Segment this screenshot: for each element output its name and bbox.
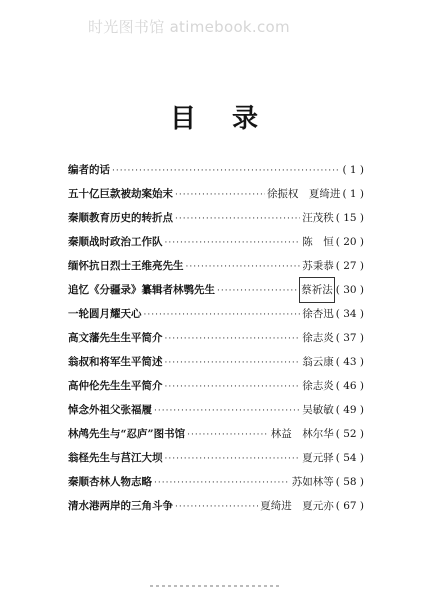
toc-entry-page: ( 43 ): [335, 356, 364, 368]
toc-entry-page: ( 20 ): [335, 236, 364, 248]
leader-dots: [175, 183, 265, 207]
toc-entry-title: 悼念外祖父张福履: [68, 404, 152, 416]
toc-entry-page: ( 49 ): [335, 404, 364, 416]
toc-entry-author: 汪茂秩: [302, 212, 334, 224]
toc-entry: [68, 350, 364, 374]
toc-entry-author: 徐志炎: [302, 332, 334, 344]
toc-entry-page: ( 27 ): [335, 260, 364, 272]
toc-entry: [68, 230, 364, 254]
toc-entry-page: ( 15 ): [335, 212, 364, 224]
leader-dots: [186, 255, 301, 279]
toc-entry-author: 苏秉恭: [302, 260, 334, 272]
leader-dots: [165, 375, 301, 399]
toc-entry-author: 林益 林尔华: [270, 428, 334, 440]
leader-dots: [165, 351, 301, 375]
toc-entry-author: 翁云康: [302, 356, 334, 368]
title-char-2: 录: [232, 104, 261, 134]
toc-entry-page: ( 37 ): [335, 332, 364, 344]
toc-entry-title: 编者的话: [68, 164, 110, 176]
toc-entry: [68, 470, 364, 494]
toc-entry-title: 林鸬先生与“忍庐”图书馆: [68, 428, 186, 440]
toc-entry-author: 徐杏迅: [302, 308, 334, 320]
toc-entry-page: ( 34 ): [335, 308, 364, 320]
leader-dots: [112, 159, 338, 183]
toc-entry-page: ( 54 ): [335, 452, 364, 464]
page-title: [0, 98, 430, 135]
toc-entry-page: ( 1 ): [342, 188, 364, 200]
toc-entry: [68, 182, 364, 206]
leader-dots: [175, 207, 300, 231]
toc-entry-page: ( 1 ): [342, 164, 364, 176]
toc-entry-title: 秦顺杏林人物志略: [68, 476, 152, 488]
leader-dots: [165, 231, 301, 255]
toc-entry-author: 苏如林等: [291, 476, 334, 488]
leader-dots: [165, 327, 301, 351]
leader-dots: [217, 279, 298, 303]
toc-entry-author: 夏绮进 夏元亦: [260, 500, 334, 512]
toc-entry-title: 翁柽先生与莒江大坝: [68, 452, 163, 464]
leader-dots: [144, 303, 301, 327]
leader-dots: [165, 447, 301, 471]
toc-entry: [68, 158, 364, 182]
toc-entry: [68, 302, 364, 326]
toc-entry-author: 徐志炎: [302, 380, 334, 392]
toc-entry-author: 陈 恒: [302, 236, 334, 248]
toc-entry-title: 五十亿巨款被劫案始末: [68, 188, 173, 200]
toc-entry-page: ( 67 ): [335, 500, 364, 512]
toc-entry-author: 吴敏敏: [302, 404, 334, 416]
leader-dots: [175, 495, 258, 519]
toc-entry: [68, 398, 364, 422]
leader-dots: [187, 423, 269, 447]
toc-entry: [68, 254, 364, 278]
table-of-contents: [68, 158, 364, 518]
toc-entry-author: 蔡祈法: [300, 278, 334, 302]
toc-entry-title: 高仲伦先生生平简介: [68, 380, 163, 392]
toc-entry-author: 徐振权 夏绮进: [266, 188, 341, 200]
toc-entry: [68, 422, 364, 446]
toc-entry-author: 夏元驿: [302, 452, 334, 464]
scan-mark: [150, 585, 280, 587]
toc-entry: [68, 494, 364, 518]
toc-entry-title: 一轮圆月耀天心: [68, 308, 142, 320]
watermark: 时光图书馆 atimebook.com: [88, 18, 290, 36]
toc-entry-title: 秦顺教育历史的转折点: [68, 212, 173, 224]
toc-entry-page: ( 30 ): [335, 284, 364, 296]
toc-entry-title: 清水港两岸的三角斗争: [68, 500, 173, 512]
toc-entry-page: ( 46 ): [335, 380, 364, 392]
toc-entry: [68, 446, 364, 470]
toc-entry-page: ( 58 ): [335, 476, 364, 488]
toc-entry: [68, 278, 364, 302]
toc-entry-title: 秦顺战时政治工作队: [68, 236, 163, 248]
leader-dots: [154, 399, 300, 423]
title-char-1: 目: [169, 104, 198, 134]
toc-entry-title: 翁叔和将军生平简述: [68, 356, 163, 368]
toc-entry-title: 高文藩先生生平简介: [68, 332, 163, 344]
toc-entry-title: 追忆《分疆录》纂辑者林鹗先生: [68, 284, 215, 296]
toc-entry-title: 缅怀抗日烈士王维亮先生: [68, 260, 184, 272]
toc-entry: [68, 326, 364, 350]
toc-entry: [68, 374, 364, 398]
toc-entry: [68, 206, 364, 230]
leader-dots: [154, 471, 290, 495]
toc-entry-page: ( 52 ): [335, 428, 364, 440]
